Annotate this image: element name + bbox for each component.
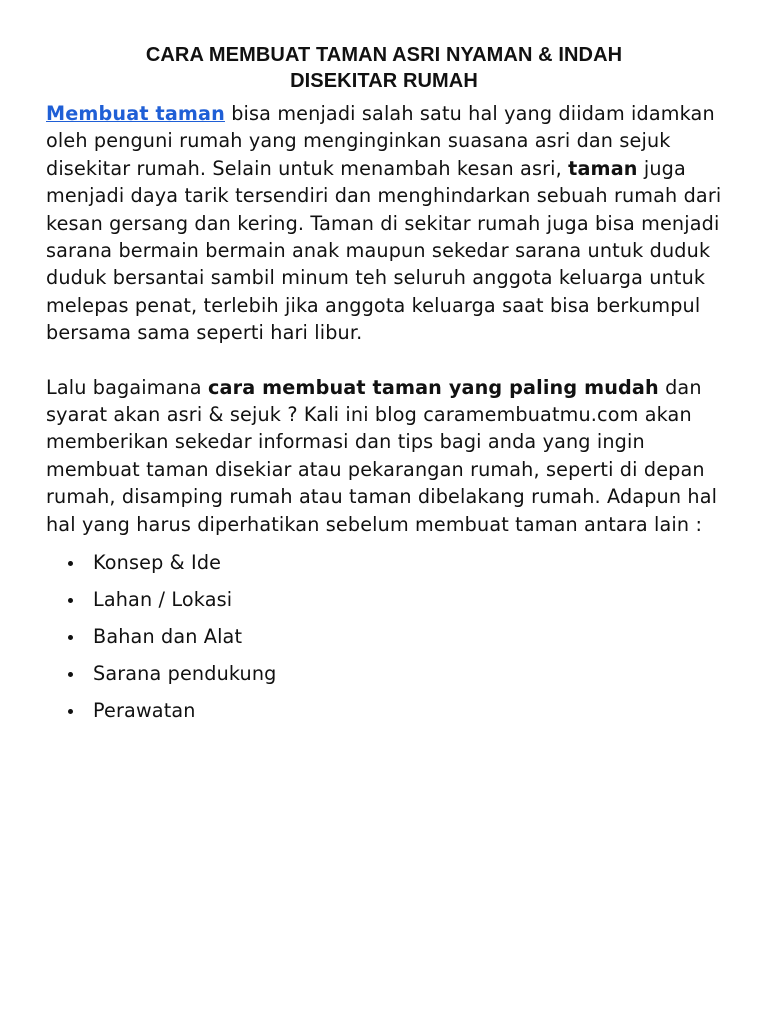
- paragraph-intro-bold: taman: [568, 156, 638, 180]
- bullet-icon: [68, 635, 73, 640]
- paragraph-question-bold: cara membuat taman yang paling mudah: [207, 375, 659, 399]
- list-item-label: Sarana pendukung: [93, 662, 277, 686]
- list-item-label: Konsep & Ide: [93, 551, 222, 575]
- paragraph-intro: [46, 100, 722, 347]
- paragraph-intro-text-b: juga menjadi daya tarik tersendiri dan menghindarkan sebuah rumah dari kesan gersang dan kering. Taman di sekitar rumah juga bisa menjadi sarana bermain bermain anak maupun sekedar sarana untuk duduk duduk bersantai sambil minum teh seluruh anggota keluarga untuk melepas penat, terlebih jika anggota keluarga saat bisa berkumpul bersama sama seperti hari libur.: [46, 156, 722, 345]
- bullet-icon: [68, 561, 73, 566]
- bullet-icon: [68, 709, 73, 714]
- bullet-icon: [68, 598, 73, 603]
- document-title: [46, 0, 722, 94]
- list-item: [46, 625, 722, 649]
- list-item-label: Perawatan: [93, 699, 196, 723]
- paragraph-intro-text-a: bisa menjadi salah satu hal yang diidam idamkan oleh penguni rumah yang menginginkan suasana asri dan sejuk disekitar rumah. Selain untuk menambah kesan asri,: [46, 102, 715, 180]
- list-item: [46, 588, 722, 612]
- list-item: [46, 699, 722, 723]
- list-item: [46, 662, 722, 686]
- list-item-label: Bahan dan Alat: [93, 625, 243, 649]
- title-line-2: DISEKITAR RUMAH: [290, 70, 478, 92]
- bullet-icon: [68, 672, 73, 677]
- title-line-1: CARA MEMBUAT TAMAN ASRI NYAMAN & INDAH: [145, 44, 623, 66]
- paragraph-question-text-a: Lalu bagaimana: [46, 375, 208, 399]
- paragraph-question-text-b: dan syarat akan asri & sejuk ? Kali ini blog caramembuatmu.com akan memberikan sekedar informasi dan tips bagi anda yang ingin membuat taman disekiar atau pekarangan rumah, seperti di depan rumah, disamping rumah atau taman dibelakang rumah. Adapun hal hal yang harus diperhatikan sebelum membuat taman antara lain :: [46, 375, 718, 536]
- list-item-label: Lahan / Lokasi: [93, 588, 233, 612]
- list-item: [46, 551, 722, 575]
- membuat-taman-link[interactable]: Membuat taman: [46, 102, 225, 125]
- considerations-list: [46, 551, 722, 723]
- paragraph-question: [46, 374, 722, 538]
